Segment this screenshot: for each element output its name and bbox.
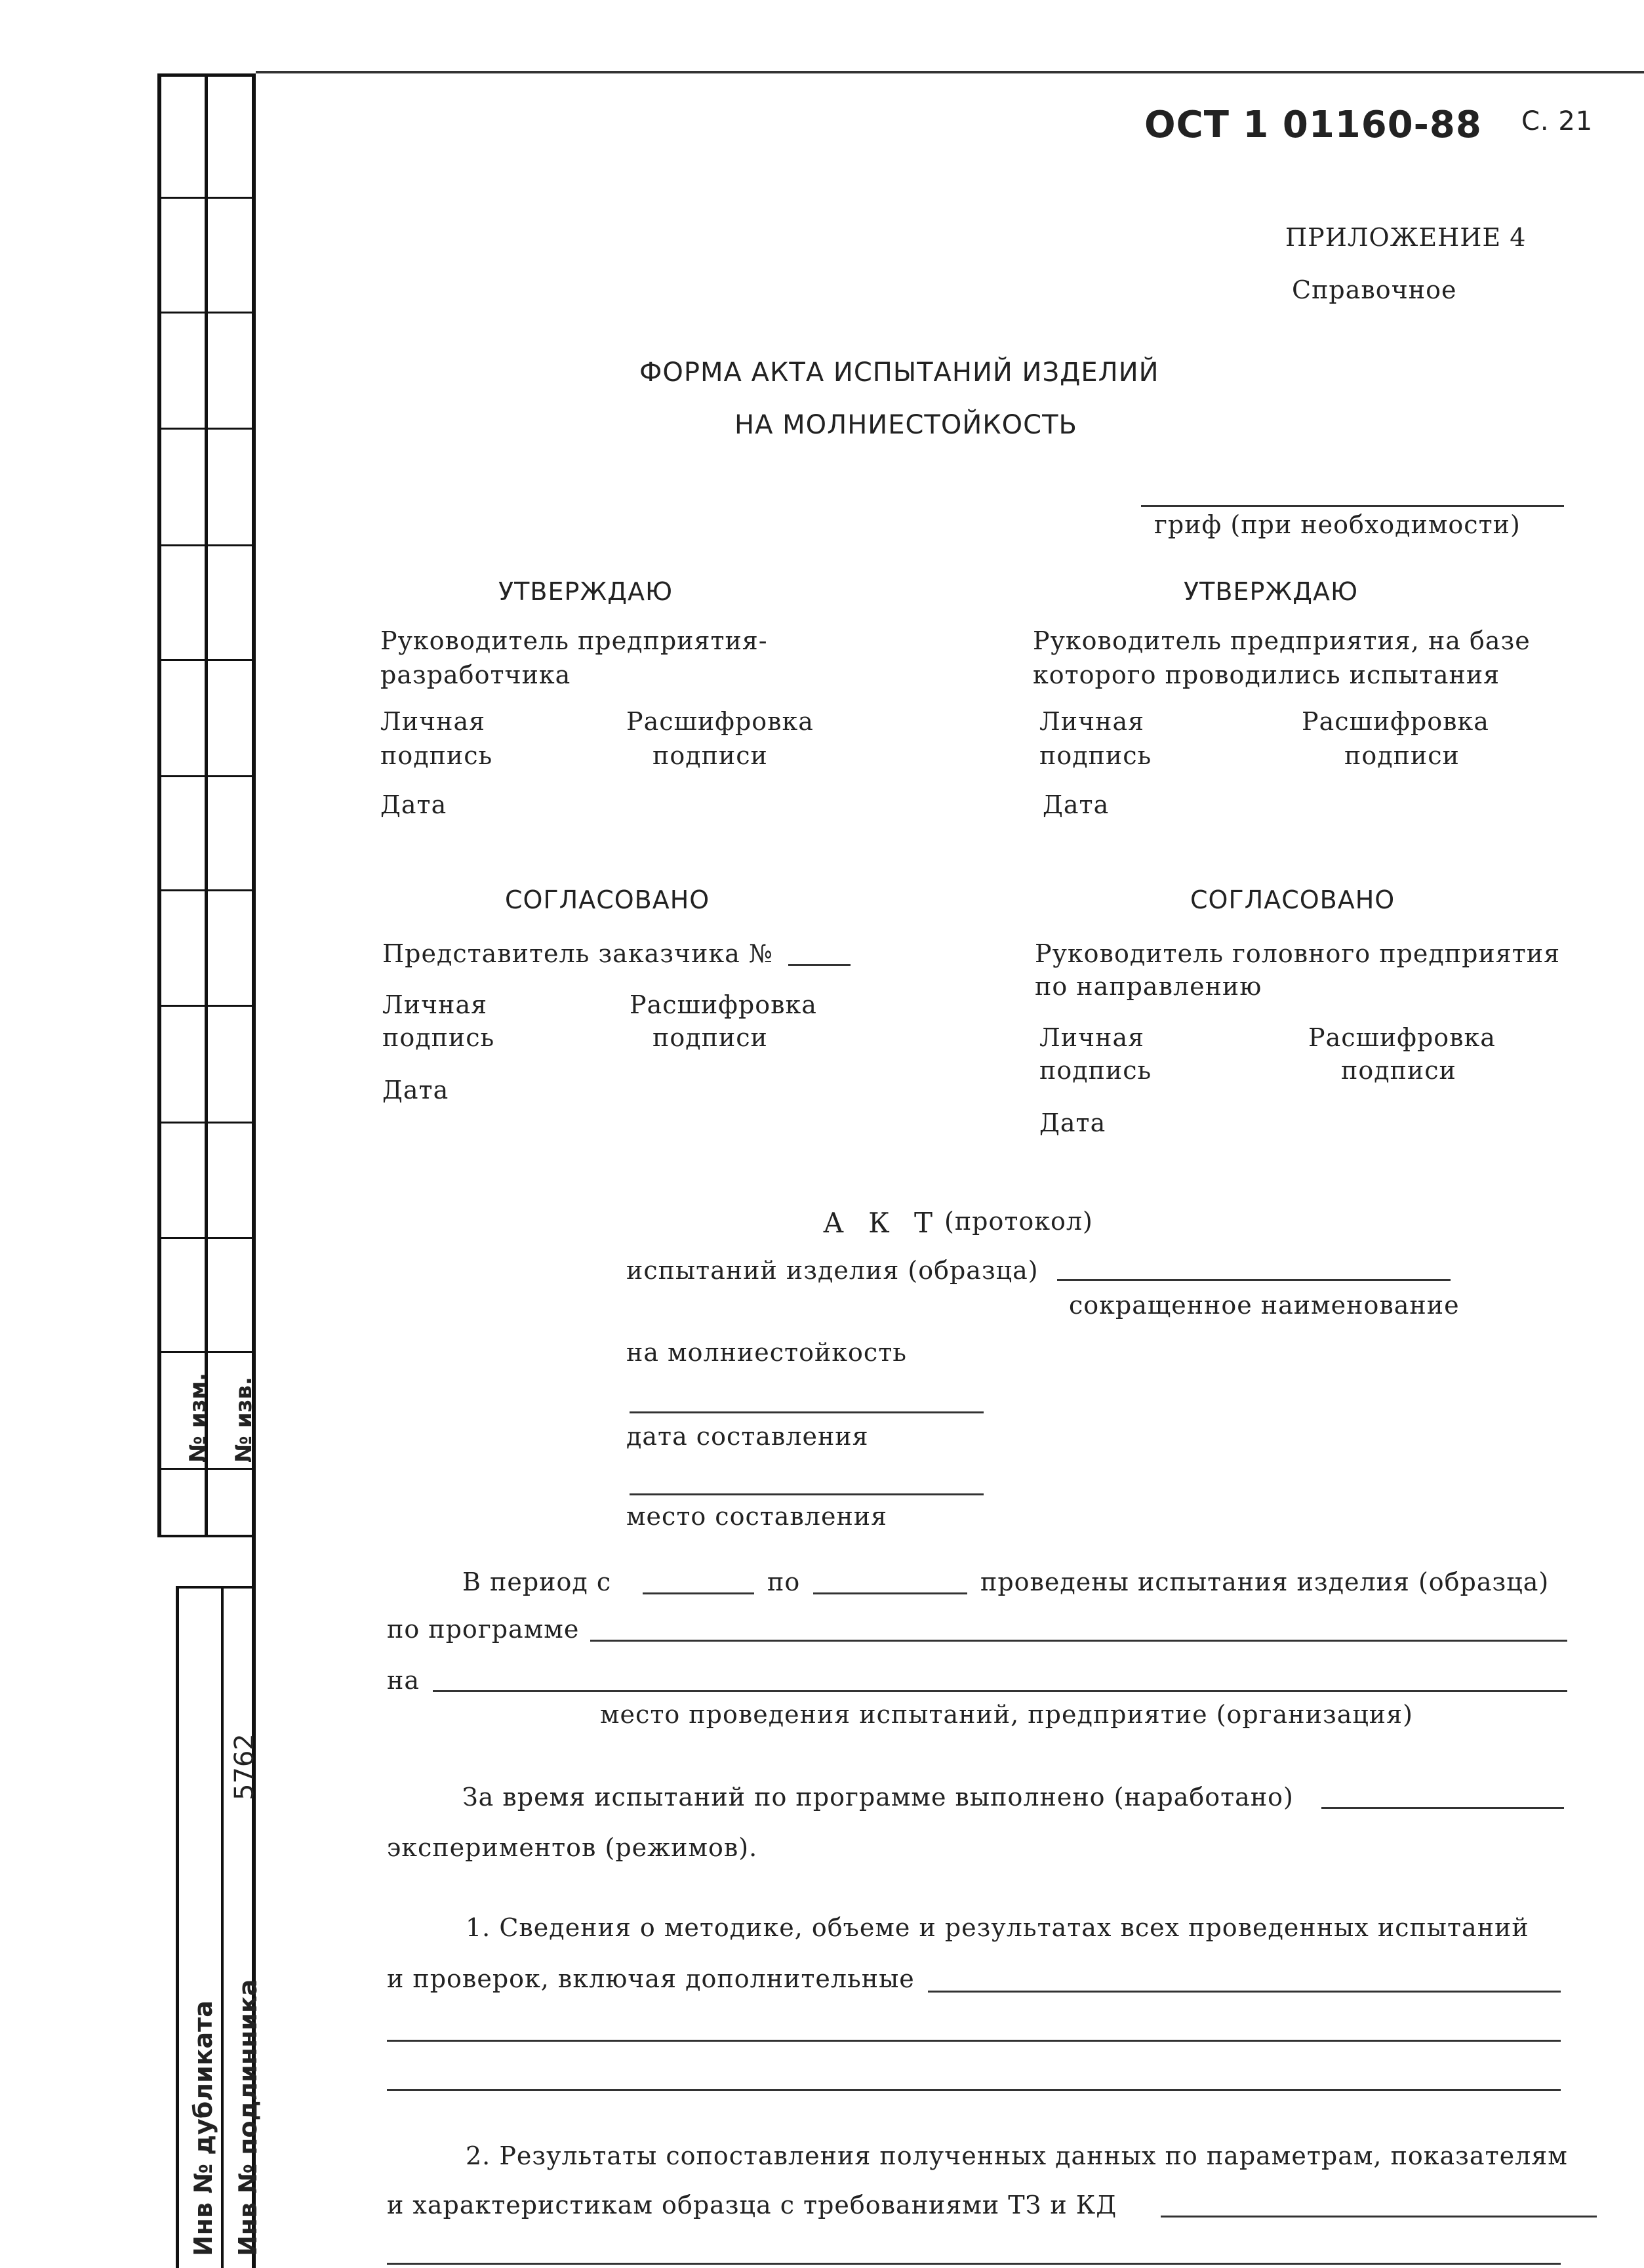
item2-line1: 2. Результаты сопоставления полученных данных по параметрам, показателям [466, 2141, 1568, 2170]
grif-label: гриф (при необходимости) [1154, 510, 1521, 539]
approve-left-date: Дата [380, 790, 447, 819]
act-short-name-line [1057, 1279, 1451, 1281]
program-field[interactable] [590, 1640, 1567, 1642]
item2-line2: и характеристикам образца с требованиями ТЗ и КД [387, 2191, 1117, 2219]
agree-left-date: Дата [382, 1076, 449, 1104]
agree-left-dec2: подписи [652, 1023, 768, 1052]
period-to-label: по [767, 1568, 801, 1596]
agree-left-sig2: подпись [382, 1023, 495, 1052]
margin-inv-number: 5762 [230, 1733, 260, 1800]
act-tests-of: испытаний изделия (образца) [626, 1256, 1039, 1285]
approve-right-sig2: подпись [1039, 741, 1152, 770]
approve-right-line1: Руководитель предприятия, на базе [1033, 626, 1531, 655]
margin-inv-dub: Инв № дубликата [189, 2000, 218, 2256]
approve-left-line2: разработчика [380, 660, 571, 689]
standard-number: ОСТ 1 01160-88 [1144, 104, 1482, 146]
margin-inv-orig: Инв № подлинника [233, 1979, 262, 2256]
item2-field-2[interactable] [387, 2263, 1561, 2265]
item1-line1: 1. Сведения о методике, объеме и результатах всех проведенных испытаний [466, 1913, 1529, 1942]
period-from-field[interactable] [643, 1592, 754, 1594]
agree-right-line2: по направлению [1035, 972, 1262, 1001]
approve-right-date: Дата [1043, 790, 1110, 819]
approve-right-dec2: подписи [1344, 741, 1460, 770]
item1-field-3[interactable] [387, 2089, 1561, 2091]
approve-right-line2: которого проводились испытания [1033, 660, 1500, 689]
period-to-field[interactable] [813, 1592, 967, 1594]
approve-left-dec1: Расшифровка [626, 707, 814, 736]
act-place-line [630, 1493, 984, 1495]
approve-left-sig1: Личная [380, 707, 486, 736]
act-place-caption: место составления [626, 1502, 888, 1531]
approve-right-title: УТВЕРЖДАЮ [1184, 577, 1359, 606]
agree-left-sig1: Личная [382, 990, 488, 1019]
agree-right-line1: Руководитель головного предприятия [1035, 939, 1561, 968]
agree-right-date: Дата [1039, 1108, 1106, 1137]
item1-line2: и проверок, включая дополнительные [387, 1964, 915, 1993]
act-short-name-caption: сокращенное наименование [1069, 1291, 1460, 1320]
act-subtitle: (протокол) [944, 1207, 1093, 1236]
on-label: на [387, 1666, 420, 1695]
approve-left-line1: Руководитель предприятия- [380, 626, 768, 655]
place-caption: место проведения испытаний, предприятие (организация) [600, 1700, 1413, 1729]
act-lightning: на молниестойкость [626, 1338, 907, 1367]
during-field[interactable] [1321, 1807, 1564, 1809]
period-from-label: В период с [462, 1568, 612, 1596]
form-title-line1: ФОРМА АКТА ИСПЫТАНИЙ ИЗДЕЛИЙ [639, 357, 1159, 388]
experiments-text: экспериментов (режимов). [387, 1833, 758, 1862]
agree-right-title: СОГЛАСОВАНО [1190, 885, 1395, 914]
agree-right-sig1: Личная [1039, 1023, 1145, 1052]
approve-left-dec2: подписи [652, 741, 768, 770]
agree-left-dec1: Расшифровка [630, 990, 817, 1019]
act-title: А К Т [823, 1207, 941, 1239]
agree-right-sig2: подпись [1039, 1056, 1152, 1085]
approve-right-dec1: Расшифровка [1302, 707, 1489, 736]
approve-left-title: УТВЕРЖДАЮ [498, 577, 673, 606]
grif-line [1141, 505, 1564, 507]
agree-left-title: СОГЛАСОВАНО [505, 885, 710, 914]
program-label: по программе [387, 1615, 580, 1644]
margin-izm: № изм. [185, 1372, 211, 1463]
page-number: С. 21 [1521, 106, 1594, 136]
agree-right-dec2: подписи [1341, 1056, 1456, 1085]
customer-number-line [788, 964, 851, 966]
item1-field-2[interactable] [387, 2040, 1561, 2042]
act-date-caption: дата составления [626, 1422, 869, 1451]
act-date-line [630, 1411, 984, 1413]
appendix-title: ПРИЛОЖЕНИЕ 4 [1285, 223, 1527, 252]
place-field[interactable] [433, 1690, 1567, 1692]
during-text: За время испытаний по программе выполнено (наработано) [462, 1783, 1294, 1812]
agree-right-dec1: Расшифровка [1308, 1023, 1496, 1052]
approve-right-sig1: Личная [1039, 707, 1145, 736]
period-result: проведены испытания изделия (образца) [980, 1568, 1550, 1596]
margin-izv: № изв. [231, 1377, 257, 1463]
form-title-line2: НА МОЛНИЕСТОЙКОСТЬ [734, 410, 1077, 440]
item1-field-1[interactable] [928, 1991, 1561, 1993]
item2-field-1[interactable] [1161, 2216, 1597, 2217]
agree-left-line1: Представитель заказчика № [382, 939, 773, 968]
appendix-type: Справочное [1292, 275, 1457, 304]
approve-left-sig2: подпись [380, 741, 493, 770]
